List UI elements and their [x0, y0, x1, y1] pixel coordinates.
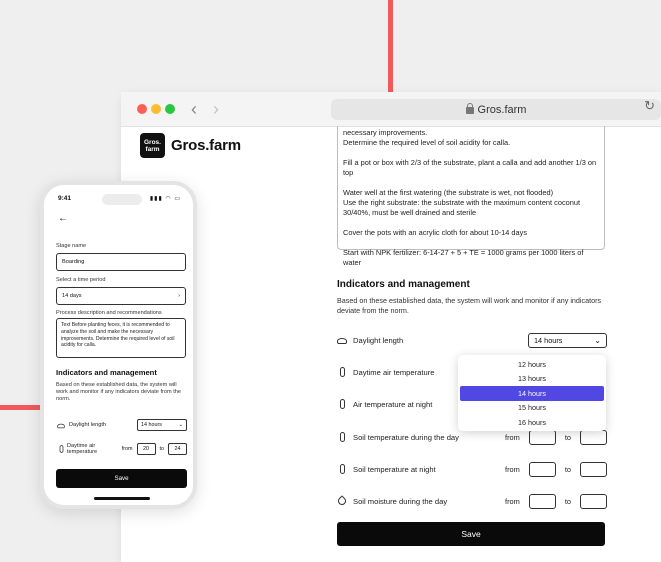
input-value: Boarding [62, 259, 85, 265]
daylight-length-select[interactable] [137, 419, 187, 431]
chevron-down-icon: ⌄ [594, 335, 601, 345]
indicator-label: Soil temperature during the day [353, 432, 459, 442]
brand-logo[interactable] [140, 133, 241, 158]
phone-mockup [40, 181, 197, 509]
daylight-dropdown-menu [458, 355, 606, 431]
description-paragraph: necessary improvements. Determine the required level of soil acidity for calla. [343, 128, 511, 147]
thermometer-icon [340, 464, 345, 474]
indicator-row-daytime-air [56, 443, 187, 455]
reload-icon[interactable]: ↻ [644, 98, 655, 113]
process-description-textarea[interactable]: Text Before planting feces, it is recommended to analyze the soil and make the necessary improvements. Determine the required level of soil acidity for calla. [56, 318, 186, 358]
dropdown-option[interactable]: 16 hours [518, 417, 546, 427]
from-input[interactable]: 20 [137, 443, 156, 455]
save-button[interactable]: Save [56, 469, 187, 488]
decorative-red-bar-vertical [388, 0, 393, 92]
indicators-subtitle: Based on these established data, the system will work and monitor if any indicators deviate from the norm. [337, 296, 602, 315]
indicator-label: Soil moisture during the day [353, 496, 448, 506]
description-paragraph: Start with NPK fertilizer: 6-14-27 + 5 + TE = 1000 grams per 1000 liters of water [343, 248, 584, 267]
select-value: 14 days [62, 293, 82, 299]
to-input[interactable] [580, 494, 607, 509]
minimize-window-button[interactable] [151, 104, 161, 114]
stage-name-label: Stage name [56, 243, 87, 249]
indicator-label: Soil temperature at night [353, 464, 436, 474]
chevron-right-icon: › [178, 293, 180, 299]
lock-icon [466, 107, 474, 114]
arrow-left-icon[interactable]: ← [58, 213, 68, 224]
url-text: Gros.farm [477, 103, 527, 116]
dynamic-island [102, 194, 142, 205]
dropdown-option-selected[interactable]: 14 hours [460, 386, 604, 401]
indicator-label: Daytime air temperature [353, 367, 435, 377]
indicator-label: Daylight length [353, 335, 404, 345]
to-input[interactable] [580, 462, 607, 477]
to-label: to [564, 496, 571, 506]
to-input[interactable] [580, 430, 607, 445]
description-paragraph: Fill a pot or box with 2/3 of the substrate, plant a calla and add another 1/3 on top [343, 158, 597, 177]
maximize-window-button[interactable] [165, 104, 175, 114]
indicator-label: Daylight length [69, 422, 107, 428]
status-time: 9:41 [58, 195, 72, 202]
to-label: to [564, 432, 571, 442]
range-inputs [505, 430, 607, 445]
dropdown-option[interactable]: 13 hours [518, 374, 546, 384]
indicators-title: Indicators and management [337, 279, 470, 290]
indicators-title: Indicators and management [56, 368, 157, 377]
thermometer-icon [340, 432, 345, 442]
from-input[interactable] [529, 430, 556, 445]
indicators-subtitle: Based on these established data, the system will work and monitor if any indicators deviate from the norm. [56, 382, 181, 402]
status-icons: ▮▮▮ ◠ ▭ [149, 196, 181, 202]
process-description-textarea[interactable] [337, 126, 605, 267]
indicator-row-daylight [337, 330, 607, 350]
from-input[interactable] [529, 462, 556, 477]
thermometer-icon [340, 399, 345, 409]
select-value: 14 hours [141, 422, 162, 428]
chevron-down-icon: ⌄ [178, 422, 183, 428]
indicator-row-soil-moisture [337, 491, 607, 511]
from-label: from [505, 496, 520, 506]
from-label: from [121, 446, 133, 452]
stage-name-input[interactable] [56, 253, 186, 271]
indicator-row-soil-night [337, 459, 607, 479]
droplet-icon [336, 495, 347, 506]
dropdown-option[interactable]: 12 hours [518, 359, 546, 369]
to-input[interactable]: 24 [168, 443, 187, 455]
chevron-right-icon[interactable]: › [213, 99, 219, 119]
to-label: to [564, 464, 571, 474]
brand-name: Gros.farm [171, 137, 241, 154]
process-label: Process description and recommendations [56, 310, 162, 316]
description-paragraph: Cover the pots with an acrylic cloth for about 10-14 days [343, 228, 528, 237]
range-inputs [505, 462, 607, 477]
thermometer-icon [340, 367, 345, 377]
indicator-label: Daytime air temperature [67, 443, 98, 455]
browser-window [121, 92, 661, 562]
dropdown-option[interactable]: 15 hours [518, 403, 546, 413]
indicator-row-daylight [56, 419, 187, 431]
indicator-label: Air temperature at night [353, 399, 433, 409]
logo-mark: Gros. farm [140, 133, 165, 158]
to-label: to [159, 446, 164, 452]
thermometer-icon [60, 445, 64, 453]
select-value: 14 hours [534, 335, 563, 345]
range-inputs [505, 494, 607, 509]
sun-icon [337, 338, 347, 344]
close-window-button[interactable] [137, 104, 147, 114]
time-period-select[interactable] [56, 287, 186, 305]
browser-toolbar [121, 92, 661, 127]
from-label: from [505, 432, 520, 442]
time-period-label: Select a time period [56, 277, 106, 283]
address-bar[interactable] [331, 99, 661, 120]
range-inputs [122, 443, 187, 455]
from-label: from [505, 464, 520, 474]
save-button[interactable]: Save [337, 522, 605, 546]
from-input[interactable] [529, 494, 556, 509]
daylight-length-select[interactable] [528, 333, 607, 348]
home-indicator [94, 497, 150, 500]
description-paragraph: Water well at the first watering (the substrate is wet, not flooded) Use the right substrate: the substrate with the maximum content coconut 30/40%, must be well drained and sterile [343, 188, 581, 217]
sun-icon [57, 424, 65, 429]
chevron-left-icon[interactable]: ‹ [191, 99, 197, 119]
decorative-red-bar-horizontal [0, 405, 44, 410]
